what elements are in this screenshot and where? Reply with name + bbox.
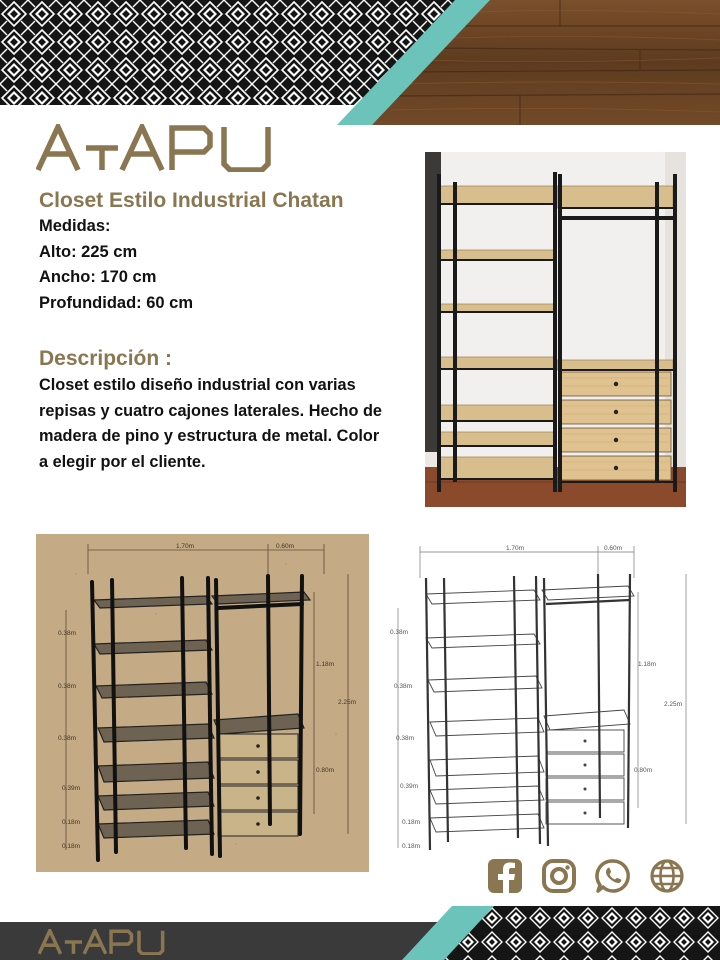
render-svg	[36, 534, 369, 872]
dim-gap-label: 0.38m	[394, 683, 413, 690]
header-banner	[0, 0, 720, 125]
facebook-icon[interactable]	[487, 858, 523, 894]
dim-gap-label: 0.39m	[400, 783, 419, 790]
dim-gap-label: 0.38m	[58, 630, 77, 637]
dim-gap-label: 0.18m	[62, 843, 81, 850]
web-globe-icon[interactable]	[649, 858, 685, 894]
dim-depth-label: 0.60m	[276, 543, 295, 550]
atapu-footer-logo	[38, 929, 168, 955]
dim-width-label: 1.70m	[506, 545, 525, 552]
description-line: madera de pino y estructura de metal. Color	[39, 427, 380, 445]
instagram-icon[interactable]	[541, 858, 577, 894]
closet-render-image	[36, 534, 369, 872]
dim-gap-label: 0.38m	[58, 683, 77, 690]
social-links	[487, 858, 685, 894]
dim-depth-label: 0.60m	[604, 545, 623, 552]
spec-depth: Profundidad: 60 cm	[39, 293, 194, 312]
closet-line-drawing	[386, 538, 692, 860]
dim-lower-label: 0.80m	[316, 767, 335, 774]
dim-gap-label: 0.39m	[62, 785, 81, 792]
measures-label: Medidas:	[39, 217, 111, 235]
description-line: repisas y cuatro cajones laterales. Hecho de	[39, 401, 382, 420]
dim-gap-label: 0.18m	[402, 819, 421, 826]
atapu-logo	[36, 124, 278, 172]
dim-lower-label: 0.80m	[634, 767, 653, 774]
description-line: Closet estilo diseño industrial con varias	[39, 376, 356, 394]
spec-width: Ancho: 170 cm	[39, 268, 157, 286]
dim-gap-label: 0.38m	[58, 735, 77, 742]
spec-height: Alto: 225 cm	[39, 242, 138, 261]
dim-gap-label: 0.18m	[402, 843, 421, 850]
dim-width-label: 1.70m	[176, 543, 195, 550]
dim-gap-label: 0.38m	[396, 735, 415, 742]
description-line: a elegir por el cliente.	[39, 452, 206, 471]
dim-upper-label: 1.18m	[638, 661, 657, 668]
product-info	[39, 188, 414, 475]
whatsapp-icon[interactable]	[595, 858, 631, 894]
product-title: Closet Estilo Industrial Chatan	[39, 189, 344, 212]
dim-upper-label: 1.18m	[316, 661, 335, 668]
drawing-svg	[386, 538, 692, 860]
dim-total-label: 2.25m	[338, 699, 357, 706]
dim-gap-label: 0.18m	[62, 819, 81, 826]
description-text	[39, 373, 414, 475]
dim-gap-label: 0.38m	[390, 629, 409, 636]
closet-photo	[425, 152, 686, 507]
dim-total-label: 2.25m	[664, 701, 683, 708]
description-heading: Descripción :	[39, 347, 173, 370]
